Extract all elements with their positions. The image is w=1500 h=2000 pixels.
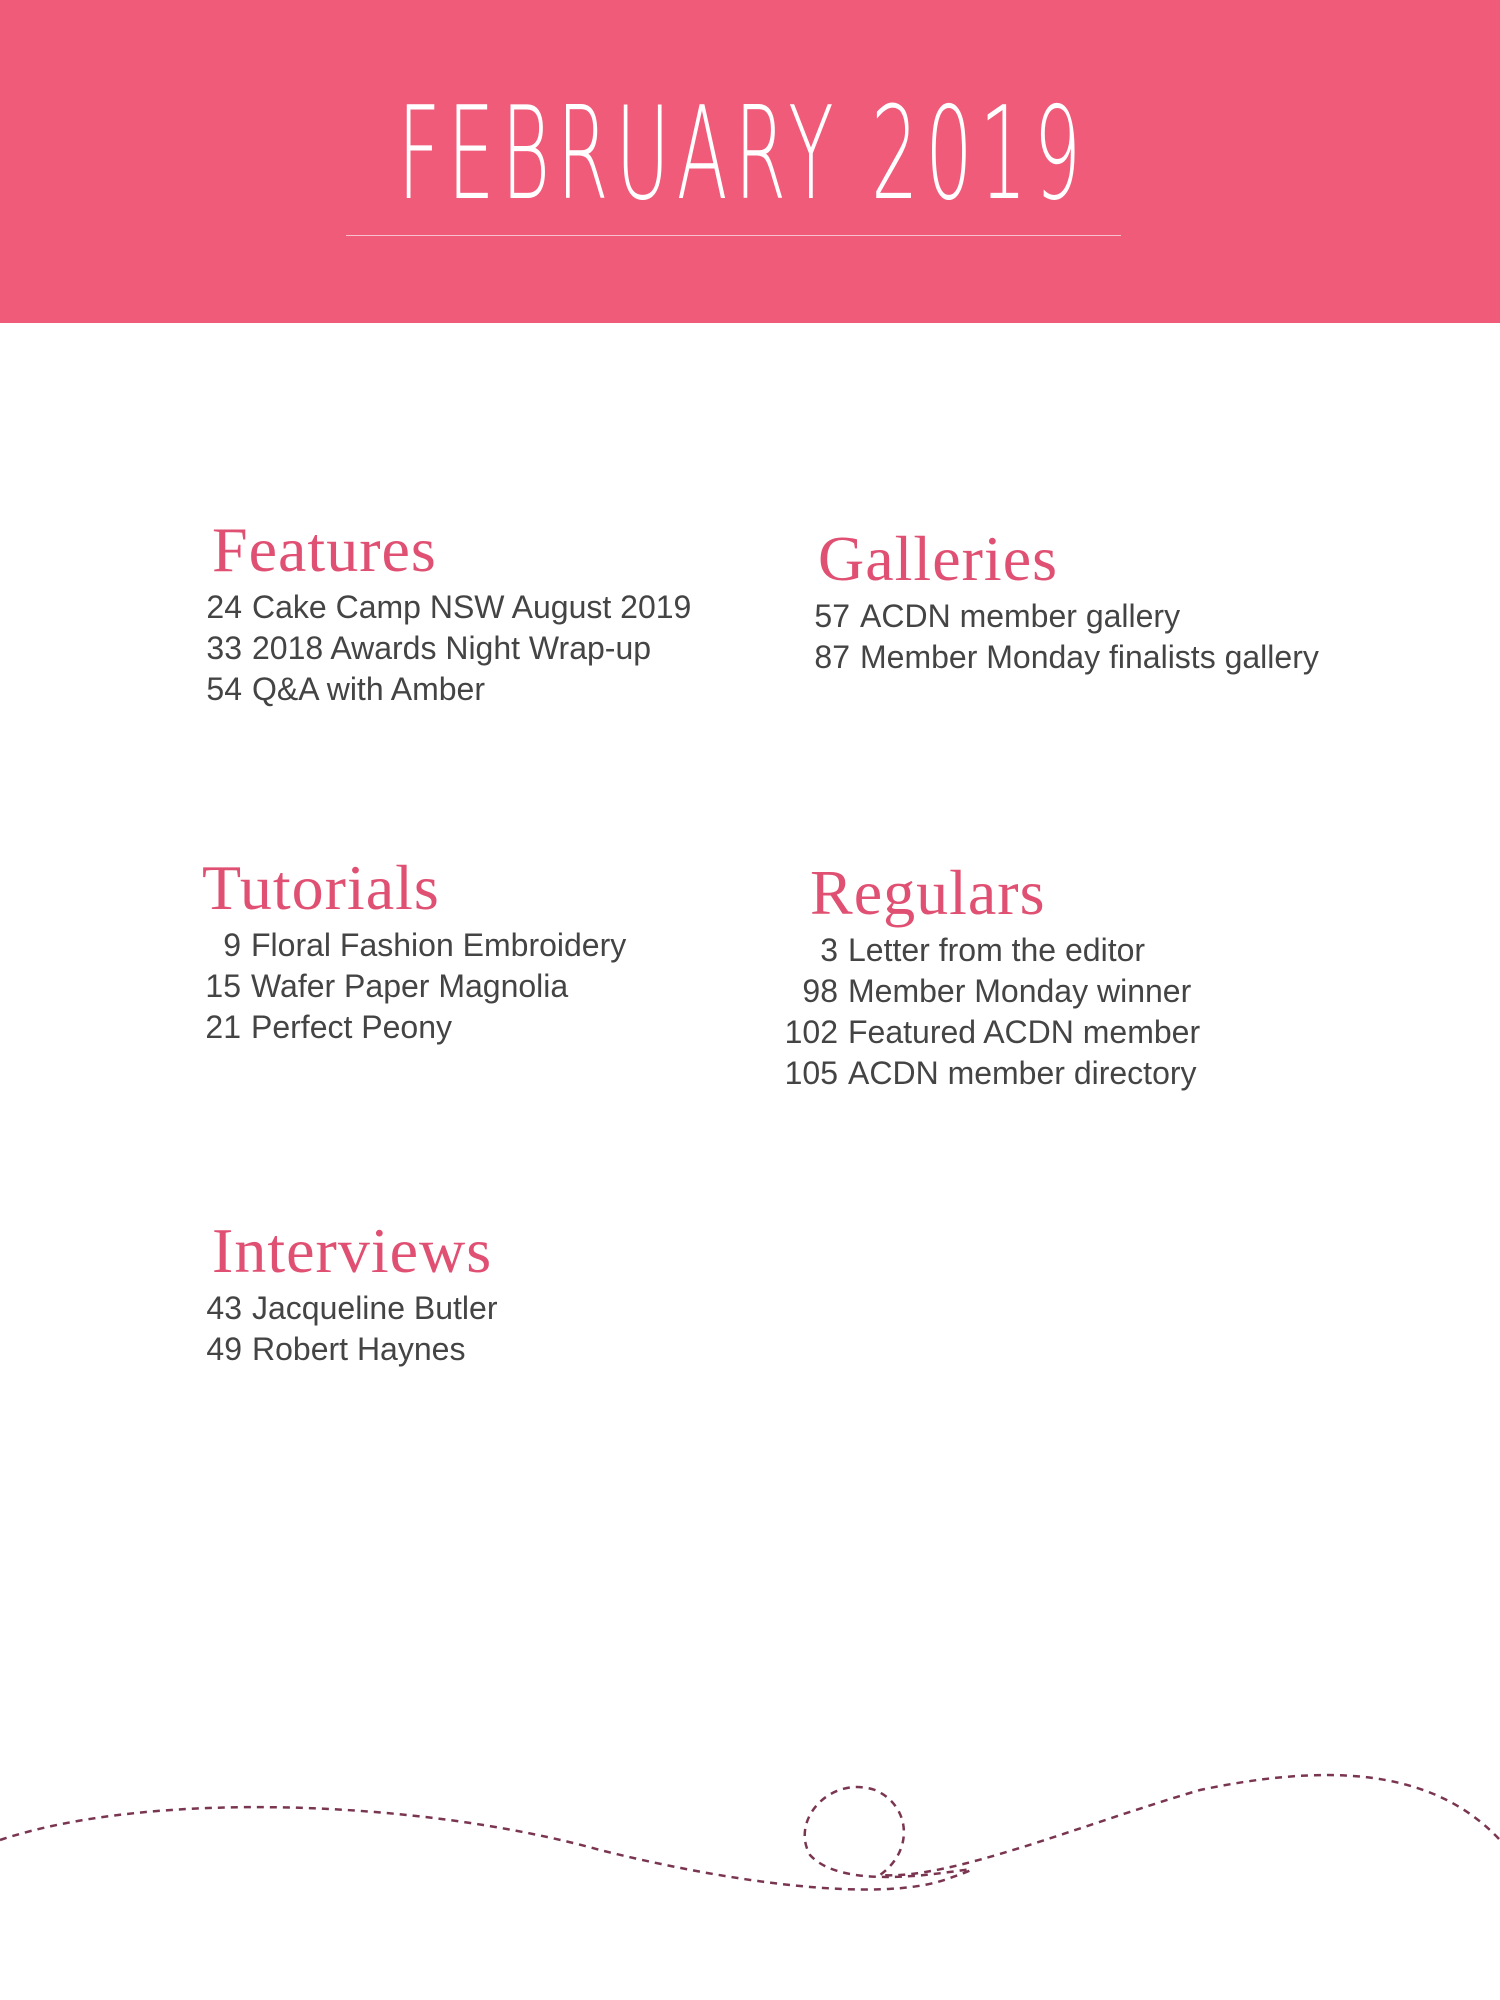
page-number: 15 — [205, 968, 241, 1004]
entry-title: Q&A with Amber — [252, 671, 485, 707]
toc-entry[interactable] — [201, 925, 626, 966]
page-number: 49 — [206, 1331, 242, 1367]
toc-entry[interactable] — [204, 628, 691, 669]
toc-entry[interactable] — [204, 1288, 497, 1329]
section-regulars — [784, 856, 1201, 1094]
toc-entry[interactable] — [784, 1053, 1200, 1094]
toc-entry[interactable] — [201, 1007, 626, 1048]
issue-title: FEBRUARY 2019 — [397, 80, 1088, 229]
entry-title: Letter from the editor — [848, 932, 1146, 968]
regulars-list — [784, 930, 1200, 1094]
section-heading-features: Features — [212, 514, 437, 585]
toc-entry[interactable] — [204, 669, 691, 710]
toc-entry[interactable] — [812, 596, 1319, 637]
page-number: 9 — [223, 927, 241, 963]
entry-title: Member Monday finalists gallery — [860, 639, 1319, 675]
entry-title: Jacqueline Butler — [252, 1290, 498, 1326]
section-heading-regulars: Regulars — [810, 857, 1046, 928]
page-number: 105 — [784, 1055, 838, 1091]
section-heading-tutorials: Tutorials — [202, 852, 440, 923]
section-features — [206, 513, 692, 710]
page-number: 54 — [206, 671, 242, 707]
page-number: 33 — [206, 630, 242, 666]
toc-entry[interactable] — [204, 587, 691, 628]
entry-title: Featured ACDN member — [848, 1014, 1201, 1050]
title-divider — [346, 235, 1121, 236]
interviews-list — [204, 1288, 497, 1370]
page-number: 21 — [205, 1009, 241, 1045]
section-tutorials — [202, 851, 626, 1048]
header-band — [0, 0, 1500, 323]
entry-title: Floral Fashion Embroidery — [251, 927, 627, 963]
entry-title: 2018 Awards Night Wrap-up — [252, 630, 652, 666]
entry-title: Robert Haynes — [252, 1331, 466, 1367]
toc-entry[interactable] — [784, 1012, 1200, 1053]
page-number: 24 — [206, 589, 242, 625]
section-heading-interviews: Interviews — [212, 1215, 493, 1286]
entry-title: Wafer Paper Magnolia — [251, 968, 569, 1004]
toc-entry[interactable] — [784, 930, 1200, 971]
toc-entry[interactable] — [204, 1329, 497, 1370]
section-galleries — [814, 522, 1319, 678]
toc-entry[interactable] — [784, 971, 1200, 1012]
entry-title: ACDN member directory — [848, 1055, 1197, 1091]
toc-entry[interactable] — [201, 966, 626, 1007]
entry-title: ACDN member gallery — [860, 598, 1181, 634]
page-number: 98 — [802, 973, 838, 1009]
features-list — [204, 587, 691, 710]
page-number: 57 — [814, 598, 850, 634]
page-number: 87 — [814, 639, 850, 675]
entry-title: Member Monday winner — [848, 973, 1192, 1009]
entry-title: Perfect Peony — [251, 1009, 452, 1045]
section-interviews — [206, 1214, 498, 1370]
galleries-list — [812, 596, 1319, 678]
section-heading-galleries: Galleries — [818, 523, 1058, 594]
dashed-thread-decoration — [0, 1740, 1500, 1920]
toc-entry[interactable] — [812, 637, 1319, 678]
page-number: 43 — [206, 1290, 242, 1326]
dashed-thread-path — [0, 1775, 1500, 1889]
page-number: 102 — [784, 1014, 838, 1050]
entry-title: Cake Camp NSW August 2019 — [252, 589, 692, 625]
tutorials-list — [201, 925, 626, 1048]
page-number: 3 — [820, 932, 838, 968]
